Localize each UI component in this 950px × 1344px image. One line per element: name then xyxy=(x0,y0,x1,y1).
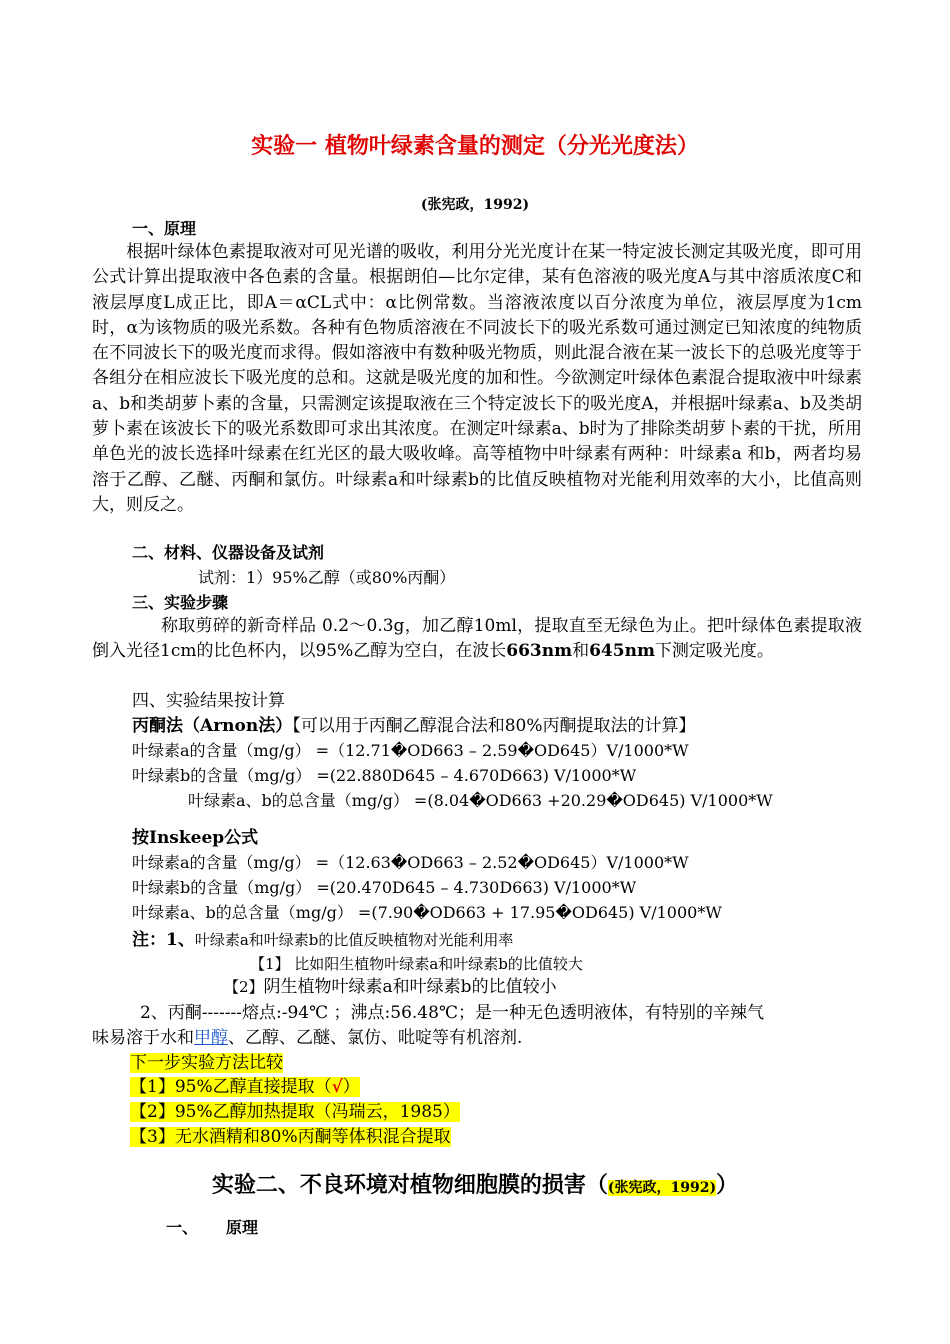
inskeep-formula-total: 叶绿素a、b的总含量（mg/g） =(7.90�OD663 + 17.95�OD645) V/1000*W xyxy=(132,903,722,922)
next-step-method-2 xyxy=(130,1101,460,1123)
steps-text-end: 下测定吸光度。 xyxy=(654,641,774,662)
arnon-title: 丙酮法（Arnon法） xyxy=(132,716,293,736)
experiment-1-title: 实验一 植物叶绿素含量的测定（分光光度法） xyxy=(251,133,699,159)
method-1-text: 【1】95%乙醇直接提取（ xyxy=(130,1077,332,1097)
note-1a: 【1】 比如阳生植物叶绿素a和叶绿素b的比值较大 xyxy=(250,955,583,973)
methanol-link[interactable]: 甲醇 xyxy=(194,1028,228,1048)
inskeep-formula-b: 叶绿素b的含量（mg/g） =(20.470D645 – 4.730D663) V/1000*W xyxy=(132,878,637,897)
note-label: 注：1、 xyxy=(132,930,195,950)
note-1b xyxy=(224,976,557,998)
checkmark-icon: √ xyxy=(331,1077,343,1097)
method-3-text: 【3】无水酒精和80%丙酮等体积混合提取 xyxy=(130,1127,451,1147)
arnon-formula-b: 叶绿素b的含量（mg/g） =(22.880D645 – 4.670D663) V/1000*W xyxy=(132,766,637,785)
reagent-line: 试剂：1）95%乙醇（或80%丙酮） xyxy=(198,568,456,587)
experiment-2-title xyxy=(0,1170,950,1203)
method-1-close: ） xyxy=(342,1077,360,1097)
inskeep-title: 按Inskeep公式 xyxy=(132,828,259,848)
note-2-line2 xyxy=(92,1027,522,1049)
note-2-text: 味易溶于水和 xyxy=(92,1028,194,1048)
experiment-2-author: (张宪政，1992) xyxy=(607,1180,717,1196)
section-materials-heading: 二、材料、仪器设备及试剂 xyxy=(132,543,325,562)
note-1b-text: 阴生植物叶绿素a和叶绿素b的比值较小 xyxy=(263,977,557,997)
arnon-note: 【可以用于丙酮乙醇混合法和80%丙酮提取法的计算】 xyxy=(292,716,696,736)
exp2-section-number: 一、 xyxy=(166,1218,199,1237)
arnon-formula-a: 叶绿素a的含量（mg/g） =（12.71�OD663 – 2.59�OD645）V/1000*W xyxy=(132,741,689,760)
principle-paragraph: 根据叶绿体色素提取液对可见光谱的吸收，利用分光光度计在某一特定波长测定其吸光度，即可用公式计算出提取液中各色素的含量。根据朗伯—比尔定律，某有色溶液的吸光度A与其中溶质浓度C和液层厚度L成正比，即A＝αCL式中：α比例常数。当溶液浓度以百分浓度为单位，液层厚度为1cm时，α为该物质的吸光系数。各种有色物质溶液在不同波长下的吸光系数可通过测定已知浓度的纯物质在不同波长下的吸光度而求得。假如溶液中有数种吸光物质，则此混合液在某一波长下的总吸光度等于各组分在相应波长下吸光度的总和。这就是吸光度的加和性。今欲测定叶绿体色素混合提取液中叶绿素a、b和类胡萝卜素的含量，只需测定该提取液在三个特定波长下的吸光度A，并根据叶绿素a、b及类胡萝卜素在该波长下的吸光系数即可求出其浓度。在测定叶绿素a、b时为了排除类胡萝卜素的干扰，所用单色光的波长选择叶绿素在红光区的最大吸收峰。高等植物中叶绿素有两种：叶绿素a 和b，两者均易溶于乙醇、乙醚、丙酮和氯仿。叶绿素a和叶绿素b的比值反映植物对光能利用效率的大小，比值高则大，则反之。 xyxy=(92,242,862,515)
section-principle-heading: 一、原理 xyxy=(132,219,197,238)
wavelength-663: 663nm xyxy=(506,641,573,662)
wavelength-645: 645nm xyxy=(589,641,655,662)
section-results-heading: 四、实验结果按计算 xyxy=(132,691,285,711)
next-step-method-3 xyxy=(130,1126,451,1148)
experiment-2-title-text: 实验二、不良环境对植物细胞膜的损害（ xyxy=(211,1172,608,1198)
inskeep-heading xyxy=(132,827,258,849)
experiment-2-title-close: ） xyxy=(716,1172,739,1198)
method-2-text: 【2】95%乙醇加热提取（冯瑞云，1985） xyxy=(130,1102,460,1122)
section-steps-heading: 三、实验步骤 xyxy=(132,593,229,612)
next-step-method-1 xyxy=(130,1076,360,1098)
arnon-formula-total: 叶绿素a、b的总含量（mg/g） =(8.04�OD663 +20.29�OD645) V/1000*W xyxy=(188,791,773,810)
exp2-section-principle: 原理 xyxy=(226,1218,259,1237)
experiment-1-author: (张宪政，1992) xyxy=(420,197,530,213)
note-2-text-end: 、乙醇、乙醚、氯仿、吡啶等有机溶剂. xyxy=(228,1028,523,1048)
inskeep-formula-a: 叶绿素a的含量（mg/g） =（12.63�OD663 – 2.52�OD645）V/1000*W xyxy=(132,853,689,872)
note-1-text: 叶绿素a和叶绿素b的比值反映植物对光能利用率 xyxy=(194,931,514,949)
note-1b-tag: 【2】 xyxy=(224,978,264,996)
note-2-line1: 2、丙酮-------熔点:-94℃ ；沸点:56.48℃；是一种无色透明液体，有特别的辛辣气 xyxy=(140,1003,764,1023)
next-step-title xyxy=(130,1052,283,1074)
steps-and: 和 xyxy=(572,641,590,662)
steps-text: 称取剪碎的新奇样品 0.2～0.3g，加乙醇10ml，提取直至无绿色为止。把叶绿体色素提取液倒入光径1cm的比色杯内，以95%乙醇为空白，在波长 xyxy=(92,616,862,662)
arnon-heading xyxy=(132,715,696,737)
steps-paragraph xyxy=(92,614,862,665)
note-1 xyxy=(132,929,513,951)
next-step-title-text: 下一步实验方法比较 xyxy=(130,1053,283,1073)
